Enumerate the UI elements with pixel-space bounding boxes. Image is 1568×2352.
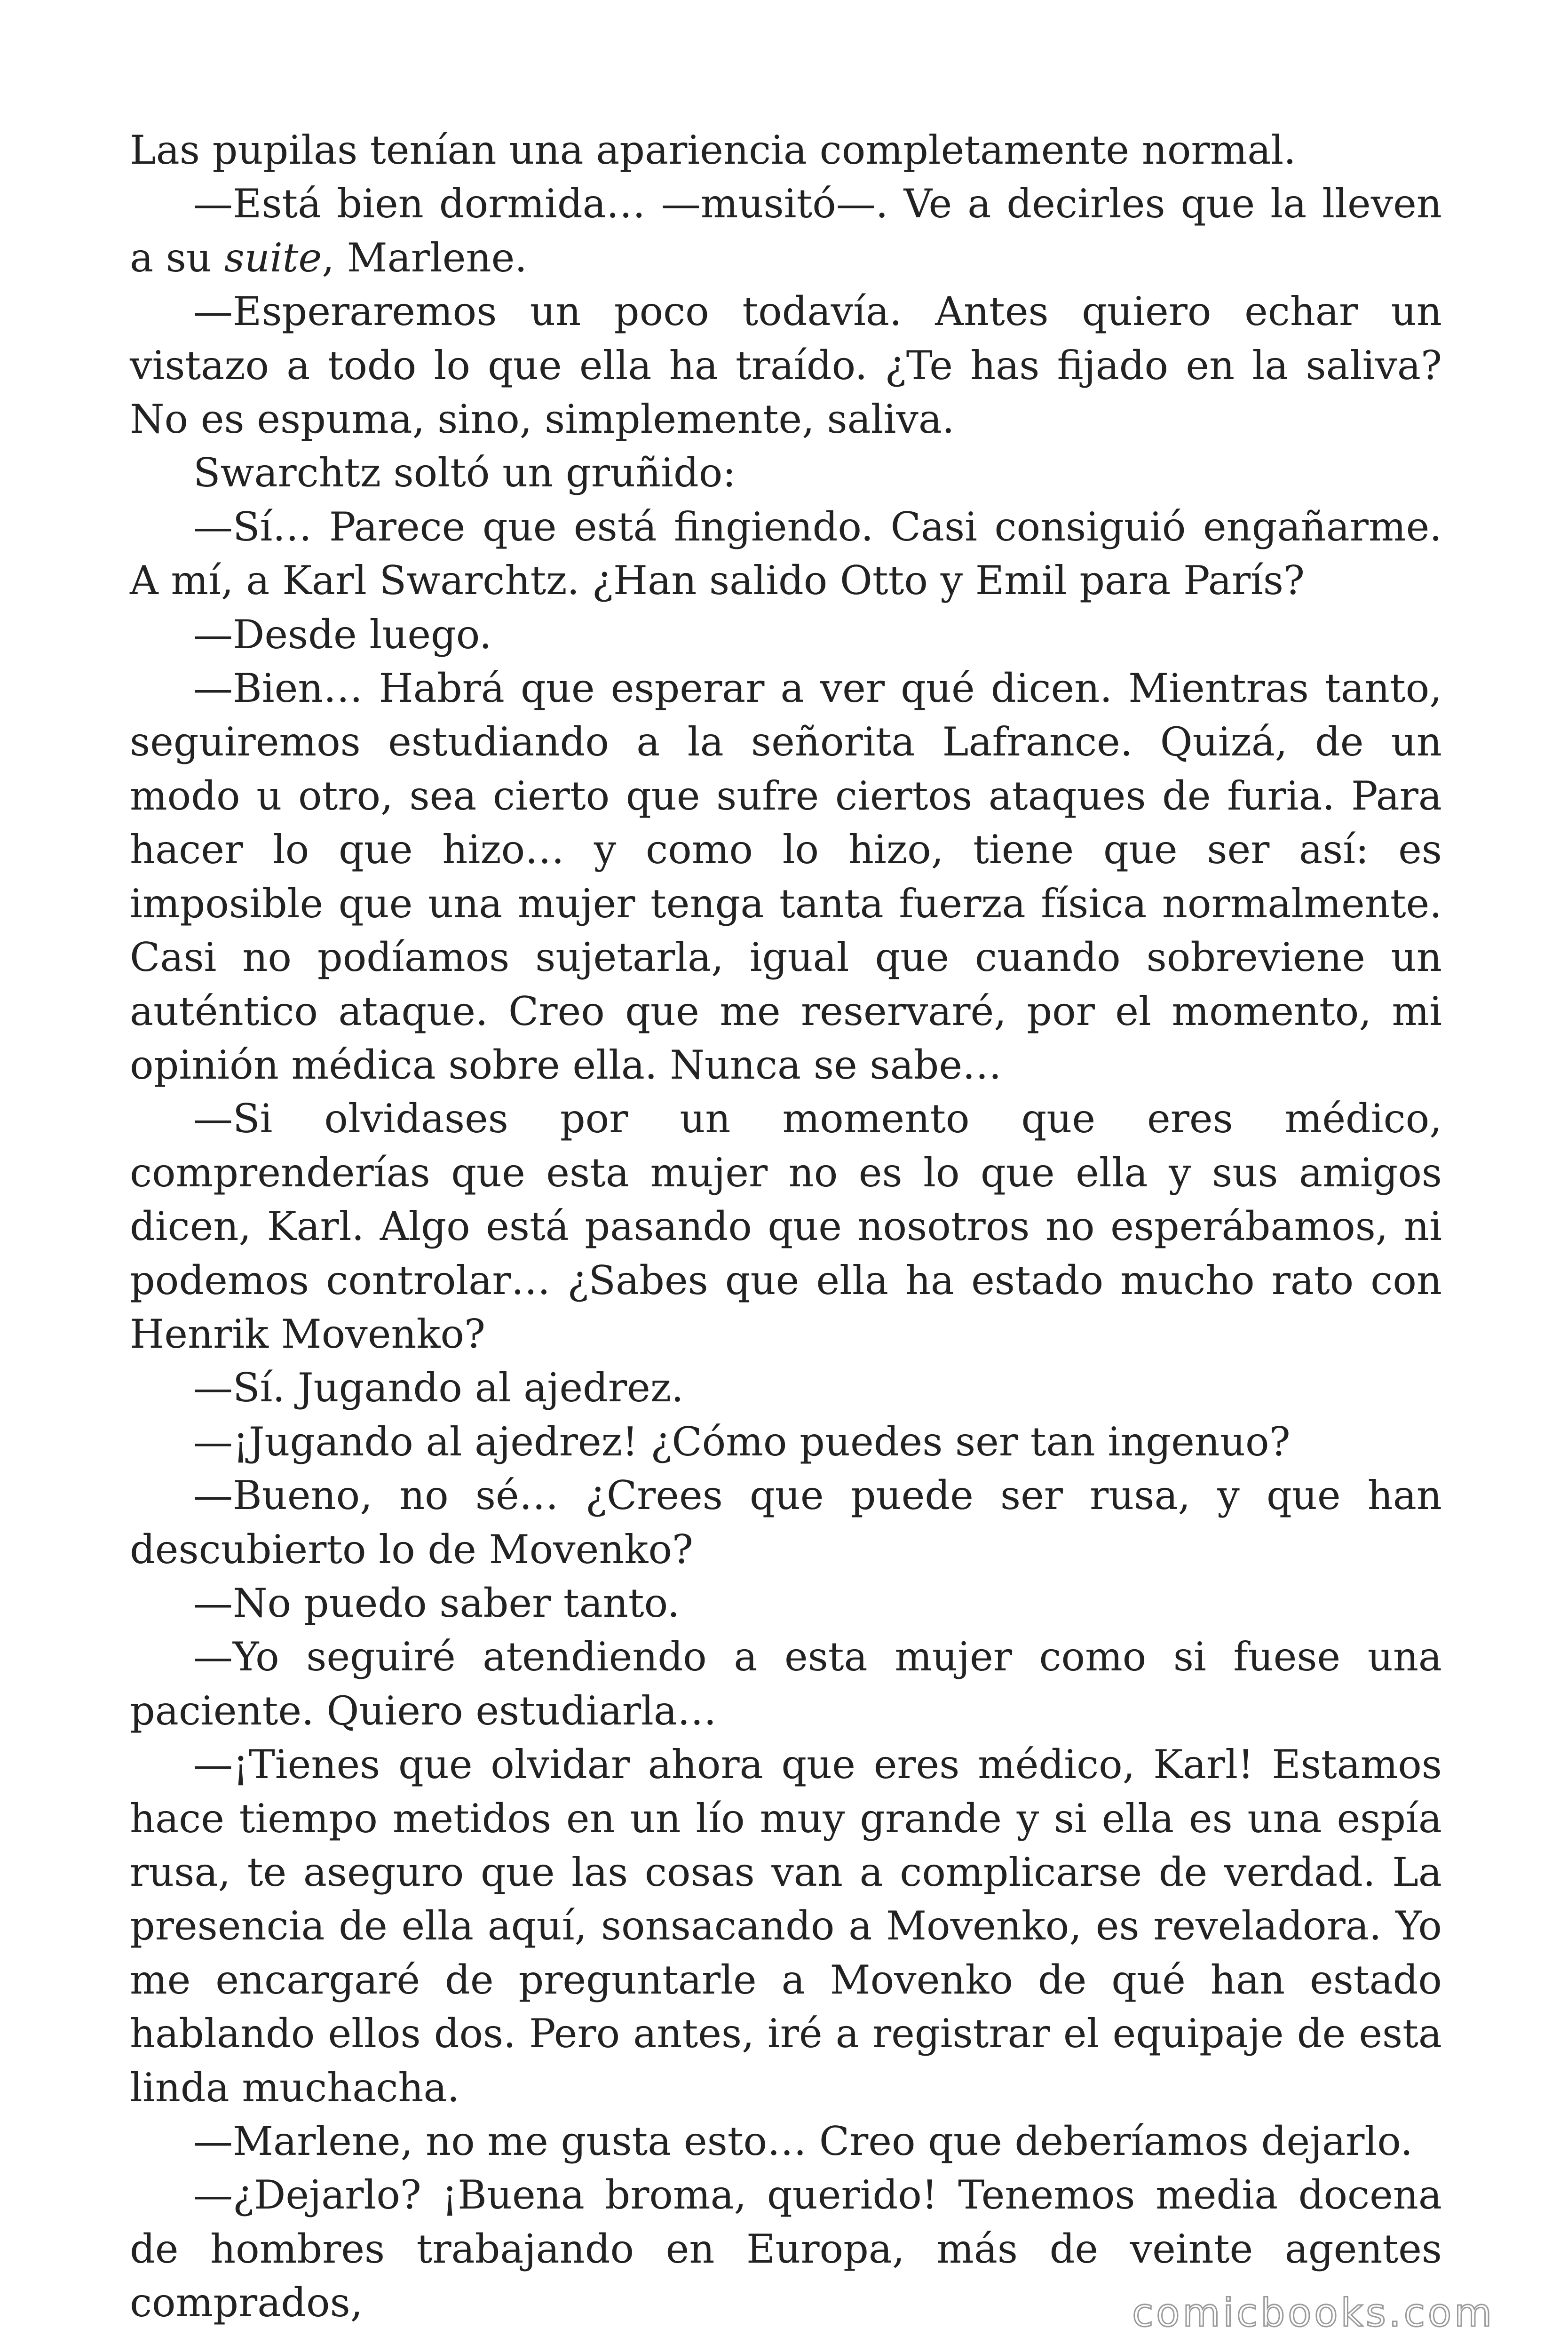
- body-text: [130, 123, 1442, 2330]
- paragraph: [130, 177, 1442, 285]
- paragraph: —Bueno, no sé… ¿Crees que puede ser rusa, y que han descubierto lo de Movenko?: [130, 1472, 1442, 1573]
- paragraph: —Bien… Habrá que esperar a ver qué dicen. Mientras tanto, seguiremos estudiando a la señorita Lafrance. Quizá, de un modo u otro, sea cierto que sufre ciertos ataques de furia. Para hacer lo que hizo… y como lo hizo, tiene que ser así: es imposible que una mujer tenga tanta fuerza física normalmente. Casi no podíamos sujetarla, igual que cuando sobreviene un auténtico ataque. Creo que me reservaré, por el momento, mi opinión médica sobre ella. Nunca se sabe…: [130, 665, 1442, 1088]
- watermark: comicbooks.com: [1132, 2291, 1495, 2336]
- paragraph: —Sí. Jugando al ajedrez.: [193, 1365, 684, 1411]
- paragraph: —Marlene, no me gusta esto… Creo que deberíamos dejarlo.: [193, 2118, 1413, 2165]
- paragraph: Swarchtz soltó un gruñido:: [193, 450, 736, 496]
- paragraph-text: —Está bien dormida… —musitó—. Ve a decirles que la lleven a su: [130, 181, 1442, 281]
- paragraph: —Sí… Parece que está fingiendo. Casi consiguió engañarme. A mí, a Karl Swarchtz. ¿Han salido Otto y Emil para París?: [130, 503, 1442, 604]
- paragraph: —¡Jugando al ajedrez! ¿Cómo puedes ser tan ingenuo?: [193, 1418, 1291, 1465]
- paragraph: —¡Tienes que olvidar ahora que eres médico, Karl! Estamos hace tiempo metidos en un lío muy grande y si ella es una espía rusa, te aseguro que las cosas van a complicarse de verdad. La presencia de ella aquí, sonsacando a Movenko, es reveladora. Yo me encargaré de preguntarle a Movenko de qué han estado hablando ellos dos. Pero antes, iré a registrar el equipaje de esta linda muchacha.: [130, 1741, 1442, 2111]
- italic-word: suite: [224, 234, 322, 281]
- paragraph: —Desde luego.: [193, 611, 492, 658]
- paragraph: —Esperaremos un poco todavía. Antes quiero echar un vistazo a todo lo que ella ha traído. ¿Te has fijado en la saliva? No es espuma, sino, simplemente, saliva.: [130, 288, 1442, 443]
- paragraph: —Yo seguiré atendiendo a esta mujer como si fuese una paciente. Quiero estudiarla…: [130, 1634, 1442, 1734]
- paragraph: —¿Dejarlo? ¡Buena broma, querido! Tenemos media docena de hombres trabajando en Europa, más de veinte agentes comprados,: [130, 2172, 1442, 2326]
- paragraph: —No puedo saber tanto.: [193, 1580, 680, 1626]
- paragraph: Las pupilas tenían una apariencia completamente normal.: [130, 127, 1296, 173]
- paragraph: —Si olvidases por un momento que eres médico, comprenderías que esta mujer no es lo que ella y sus amigos dicen, Karl. Algo está pasando que nosotros no esperábamos, ni podemos controlar… ¿Sabes que ella ha estado mucho rato con Henrik Movenko?: [130, 1096, 1442, 1357]
- paragraph-text: , Marlene.: [322, 234, 527, 281]
